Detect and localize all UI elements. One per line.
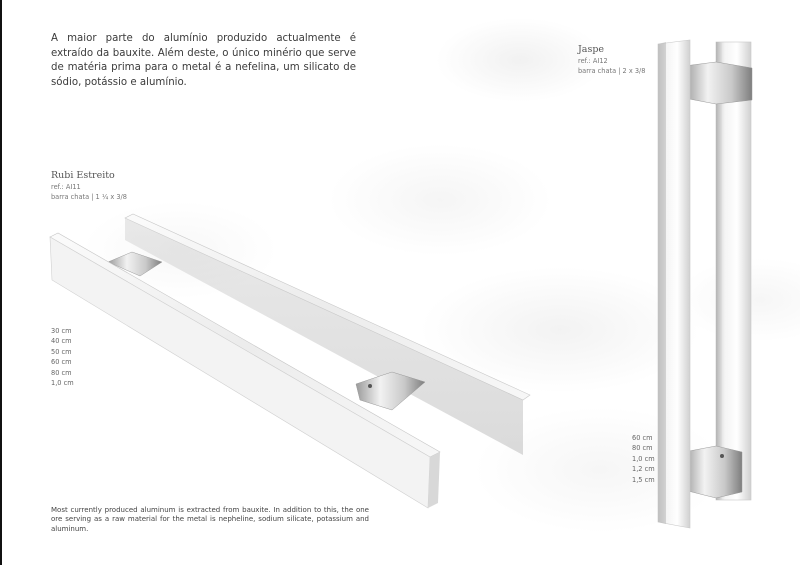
jaspe-standoff-bottom xyxy=(684,446,742,498)
size-item: 1,2 cm xyxy=(632,465,655,474)
screw-icon xyxy=(720,454,724,458)
product-ref-rubi: ref.: AI11 xyxy=(51,183,81,191)
size-item: 50 cm xyxy=(51,347,72,356)
screw-icon xyxy=(368,384,372,388)
size-item: 40 cm xyxy=(51,337,72,346)
jaspe-standoff-top xyxy=(684,62,752,104)
size-item: 80 cm xyxy=(632,444,653,453)
product-title-jaspe: Jaspe xyxy=(578,44,605,55)
product-title-rubi: Rubi Estreito xyxy=(51,170,115,181)
size-item: 1,0 cm xyxy=(632,454,655,463)
size-item: 60 cm xyxy=(632,434,653,442)
jaspe-rear-bar-edge xyxy=(716,42,722,500)
intro-paragraph: A maior parte do alumínio produzido actualmente é extraído da bauxite. Além deste, o único minério que serve de matéria prima para o metal é a nefelina, um silicato de sódio, potássio e alumínio. xyxy=(51,33,356,88)
product-ref-jaspe: ref.: AI12 xyxy=(578,57,608,65)
size-item: 1,0 cm xyxy=(51,379,74,388)
size-item: 1,5 cm xyxy=(632,475,655,484)
size-item: 60 cm xyxy=(51,358,72,367)
jaspe-front-bar-side xyxy=(658,42,666,524)
english-paragraph: Most currently produced aluminum is extracted from bauxite. In addition to this, the one ore serving as a raw material for the metal is nepheline, sodium silicate, potassium and aluminum. xyxy=(51,506,369,533)
jaspe-handle xyxy=(658,40,752,528)
product-spec-jaspe: barra chata | 2 x 3/8 xyxy=(578,67,646,75)
product-spec-rubi: barra chata | 1 ¼ x 3/8 xyxy=(51,193,127,201)
size-item: 80 cm xyxy=(51,368,72,377)
size-item: 30 cm xyxy=(51,327,72,335)
rubi-handle xyxy=(50,214,530,508)
